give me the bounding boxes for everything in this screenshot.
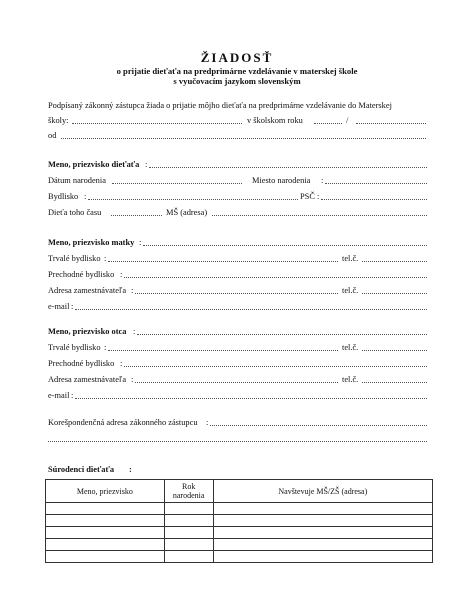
sibling-name-cell[interactable] <box>46 503 165 515</box>
correspondence-field-line2[interactable] <box>48 441 427 442</box>
sibling-school-cell[interactable] <box>213 551 432 563</box>
mother-employer-phone-field[interactable] <box>362 293 427 294</box>
mother-phone-label: tel.č. <box>342 254 359 263</box>
table-row <box>46 539 433 551</box>
father-temporary-field[interactable] <box>124 366 427 367</box>
form-subtitle-line2: s vyučovacím jazykom slovenským <box>173 76 301 86</box>
sibling-school-cell[interactable] <box>213 527 432 539</box>
school-name-field[interactable] <box>72 123 242 124</box>
intro-line1: Podpísaný zákonný zástupca žiada o prijatie môjho dieťaťa na predprimárne vzdelávanie do Materskej <box>48 101 392 110</box>
sibling-school-cell[interactable] <box>213 503 432 515</box>
intro-school-label: školy: <box>48 116 69 125</box>
col-school-header: Navštevuje MŠ/ZŠ (adresa) <box>213 480 432 503</box>
child-zip-field[interactable] <box>321 199 427 200</box>
mother-temporary-field[interactable] <box>124 277 427 278</box>
table-row <box>46 551 433 563</box>
siblings-table <box>45 479 433 563</box>
child-current-field[interactable] <box>111 215 162 216</box>
start-date-field[interactable] <box>61 138 426 139</box>
child-birth-date-label: Dátum narodenia <box>48 176 106 185</box>
father-email-field[interactable] <box>75 398 427 399</box>
siblings-table-header <box>46 480 433 503</box>
sibling-name-cell[interactable] <box>46 551 165 563</box>
father-phone-field[interactable] <box>362 350 427 351</box>
father-permanent-label: Trvalé bydlisko <box>48 343 101 352</box>
correspondence-field[interactable] <box>210 425 427 426</box>
sibling-year-cell[interactable] <box>164 527 213 539</box>
mother-employer-label: Adresa zamestnávateľa <box>48 286 127 295</box>
mother-permanent-label: Trvalé bydlisko <box>48 254 101 263</box>
child-school-field[interactable] <box>212 215 427 216</box>
child-residence-field[interactable] <box>88 199 298 200</box>
correspondence-label: Korešpondenčná adresa zákonného zástupcu <box>48 418 198 427</box>
mother-name-label: Meno, priezvisko matky <box>48 238 135 247</box>
siblings-heading: Súrodenci dieťaťa <box>48 465 115 474</box>
mother-email-field[interactable] <box>75 309 427 310</box>
father-employer-phone-label: tel.č. <box>342 375 359 384</box>
child-birth-place-label: Miesto narodenia <box>252 176 311 185</box>
col-name-header: Meno, priezvisko <box>46 480 165 503</box>
mother-email-label: e-mail <box>48 302 70 311</box>
child-name-field[interactable] <box>149 167 427 168</box>
sibling-school-cell[interactable] <box>213 515 432 527</box>
child-birth-place-field[interactable] <box>325 183 427 184</box>
mother-permanent-field[interactable] <box>108 261 338 262</box>
father-email-label: e-mail <box>48 391 70 400</box>
sibling-name-cell[interactable] <box>46 515 165 527</box>
child-zip-label: PSČ <box>300 192 315 201</box>
father-temporary-label: Prechodné bydlisko <box>48 359 115 368</box>
table-row <box>46 515 433 527</box>
father-name-field[interactable] <box>137 334 427 335</box>
mother-temporary-label: Prechodné bydlisko <box>48 270 115 279</box>
sibling-name-cell[interactable] <box>46 527 165 539</box>
sibling-year-cell[interactable] <box>164 503 213 515</box>
sibling-year-cell[interactable] <box>164 539 213 551</box>
mother-phone-field[interactable] <box>362 261 427 262</box>
father-employer-phone-field[interactable] <box>362 382 427 383</box>
mother-employer-phone-label: tel.č. <box>342 286 359 295</box>
child-school-label: MŠ (adresa) <box>166 208 208 217</box>
intro-from-label: od <box>48 131 57 140</box>
father-phone-label: tel.č. <box>342 343 359 352</box>
father-permanent-field[interactable] <box>108 350 338 351</box>
sibling-year-cell[interactable] <box>164 551 213 563</box>
table-row <box>46 503 433 515</box>
father-employer-field[interactable] <box>135 382 338 383</box>
col-year-header: Rok narodenia <box>164 480 213 503</box>
school-year-start-field[interactable] <box>314 123 342 124</box>
intro-slash: / <box>346 116 349 125</box>
child-residence-label: Bydlisko <box>48 192 79 201</box>
school-year-end-field[interactable] <box>356 123 426 124</box>
mother-name-field[interactable] <box>143 245 427 246</box>
form-subtitle-line1: o prijatie dieťaťa na predprimárne vzdelávanie v materskej škole <box>116 66 358 76</box>
father-employer-label: Adresa zamestnávateľa <box>48 375 127 384</box>
sibling-name-cell[interactable] <box>46 539 165 551</box>
table-row <box>46 527 433 539</box>
father-name-label: Meno, priezvisko otca <box>48 327 127 336</box>
child-current-label: Dieťa toho času <box>48 208 102 217</box>
child-birth-date-field[interactable] <box>112 183 242 184</box>
sibling-school-cell[interactable] <box>213 539 432 551</box>
mother-employer-field[interactable] <box>135 293 338 294</box>
form-title: ŽIADOSŤ <box>200 50 274 65</box>
child-name-label: Meno, priezvisko dieťaťa <box>48 160 140 169</box>
sibling-year-cell[interactable] <box>164 515 213 527</box>
intro-year-label: v školskom roku <box>247 116 303 125</box>
